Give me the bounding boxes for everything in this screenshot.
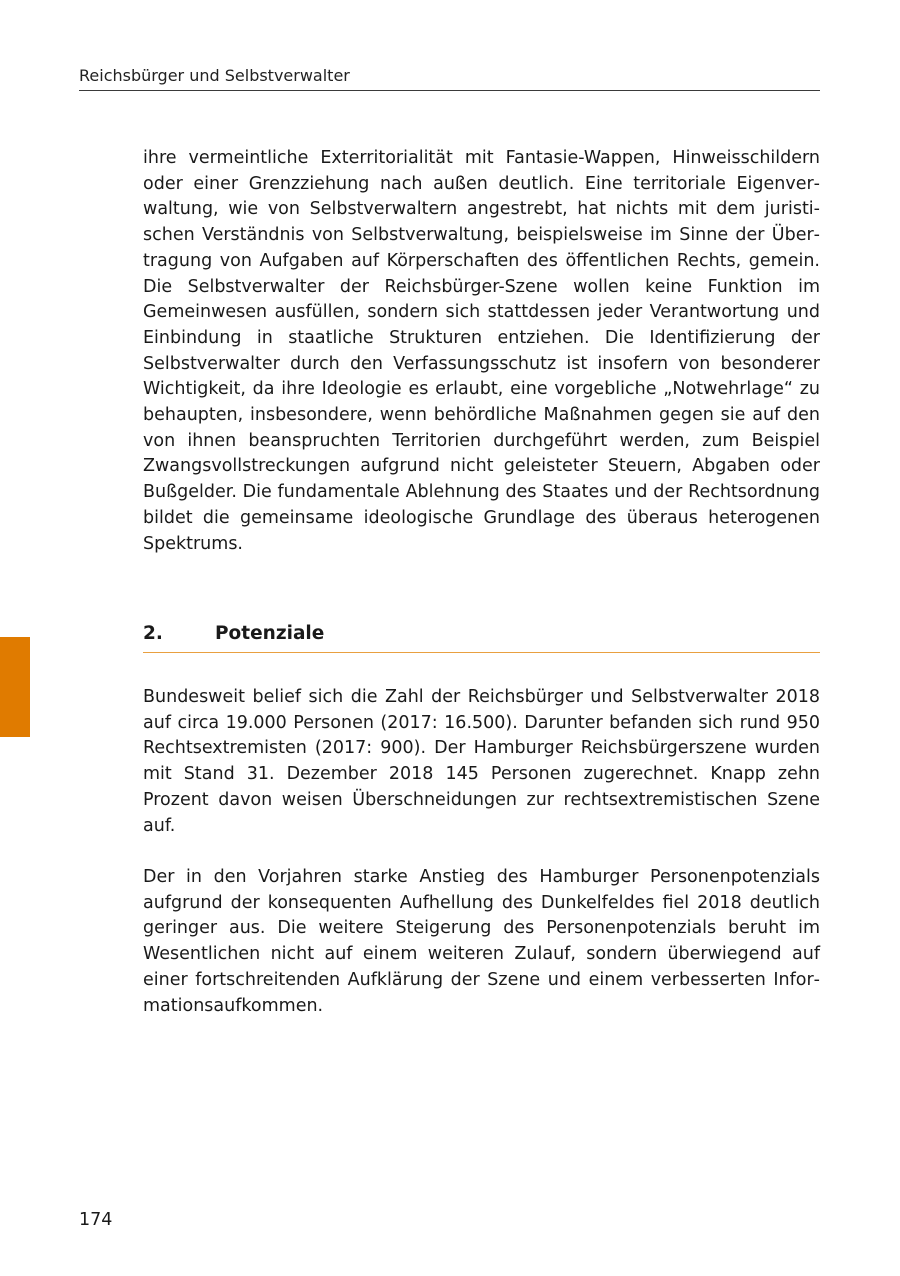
section-paragraph-1: Bundesweit belief sich die Zahl der Reichsbürger und Selbstverwalter 2018 auf circa 19.000 Personen (2017: 16.500). Darunter befanden sich rund 950 Rechtsextremisten (2017: 900). Der Hamburger Reichsbürgerszene wurden mit Stand 31. Dezember 2018 145 Personen zugerechnet. Knapp zehn Prozent davon weisen Überschneidungen zur rechtsextremistischen Szene auf.	[143, 687, 820, 836]
section-paragraph-2: Der in den Vorjahren starke Anstieg des Hamburger Personenpotenzials aufgrund der konsequenten Aufhellung des Dunkelfeldes fiel 2018 deutlich geringer aus. Die weitere Steigerung des Personenpotenzials beruht im Wesentlichen nicht auf einem weiteren Zulauf, sondern überwiegend auf einer fortschreitenden Aufklärung der Szene und einem verbesserten Informationsaufkommen.	[143, 867, 820, 1016]
running-header	[79, 66, 820, 91]
section-title: Potenziale	[215, 623, 325, 645]
running-header-title: Reichsbürger und Selbstverwalter	[79, 66, 350, 85]
chapter-side-tab	[0, 637, 30, 737]
section-number: 2.	[143, 623, 163, 645]
page-number: 174	[79, 1210, 113, 1230]
section-heading	[143, 621, 820, 653]
intro-paragraph: ihre vermeintliche Exterritorialität mit Fantasie-Wappen, Hinweisschildern oder einer Grenzziehung nach außen deutlich. Eine territoriale Eigenverwaltung, wie von Selbstverwaltern angestrebt, hat nichts mit dem juristischen Verständnis von Selbstverwaltung, beispielsweise im Sinne der Übertragung von Aufgaben auf Körperschaften des öffentlichen Rechts, gemein. Die Selbstverwalter der Reichsbürger-Szene wollen keine Funktion im Gemeinwesen ausfüllen, sondern sich stattdessen jeder Verantwortung und Einbindung in staatliche Strukturen entziehen. Die Identifizierung der Selbstverwalter durch den Verfassungsschutz ist insofern von besonderer Wichtigkeit, da ihre Ideologie es erlaubt, eine vorgebliche „Notwehrlage“ zu behaupten, insbesondere, wenn behördliche Maßnahmen gegen sie auf den von ihnen beanspruchten Territorien durchgeführt werden, zum Beispiel Zwangsvollstreckungen aufgrund nicht geleisteter Steuern, Abgaben oder Bußgelder. Die fundamentale Ablehnung des Staates und der Rechtsordnung bildet die gemeinsame ideologische Grundlage des überaus heterogenen Spektrums.	[143, 148, 820, 554]
